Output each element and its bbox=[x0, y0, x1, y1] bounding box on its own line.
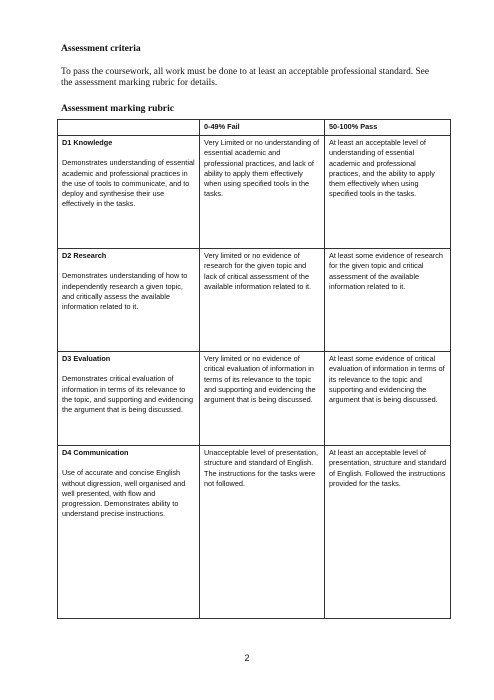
pass-cell: At least some evidence of critical evaluation of information in terms of its relevance to the topic and supporting and evidencing the argument that is being discussed. bbox=[325, 352, 451, 446]
criteria-description: Demonstrates critical evaluation of information in terms of its relevance to the topic, and supporting and evidencing the argument that is being discussed. bbox=[62, 374, 194, 415]
assessment-criteria-intro: To pass the coursework, all work must be done to at least an acceptable professional standard. See the assessment marking rubric for details. bbox=[61, 67, 429, 88]
criteria-title: D2 Research bbox=[62, 251, 107, 260]
criteria-description: Use of accurate and concise English without digression, well organised and well presented, with flow and progression. Demonstrates ability to understand precise instructions. bbox=[62, 468, 186, 519]
criteria-cell bbox=[58, 446, 200, 619]
criteria-title: D4 Communication bbox=[62, 448, 129, 457]
pass-cell: At least an acceptable level of presentation, structure and standard of English. Followed the instructions provided for the tasks. bbox=[325, 446, 451, 619]
criteria-description: Demonstrates understanding of essential academic and professional practices in the use of tools to communicate, and to deploy and synthesise their use effectively in the tasks. bbox=[62, 158, 195, 209]
rubric-row-evaluation bbox=[58, 352, 451, 446]
criteria-cell bbox=[58, 249, 200, 352]
fail-cell: Very limited or no evidence of critical evaluation of information in terms of its relevance to the topic and supporting and evidencing the argument that is being discussed. bbox=[200, 352, 325, 446]
fail-cell: Very limited or no evidence of research for the given topic and lack of critical assessment of the available information related to it. bbox=[200, 249, 325, 352]
criteria-cell bbox=[58, 136, 200, 249]
rubric-heading: Assessment marking rubric bbox=[61, 103, 174, 114]
assessment-criteria-heading: Assessment criteria bbox=[61, 43, 141, 54]
page-number: 2 bbox=[244, 653, 250, 663]
header-fail-cell: 0-49% Fail bbox=[200, 120, 325, 136]
rubric-row-communication bbox=[58, 446, 451, 619]
fail-cell: Unacceptable level of presentation, structure and standard of English. The instructions for the tasks were not followed. bbox=[200, 446, 325, 619]
pass-cell: At least some evidence of research for the given topic and critical assessment of the available information related to it. bbox=[325, 249, 451, 352]
rubric-table bbox=[57, 119, 451, 619]
header-pass-cell: 50-100% Pass bbox=[325, 120, 451, 136]
rubric-row-research bbox=[58, 249, 451, 352]
header-criteria-cell bbox=[58, 120, 200, 136]
criteria-cell bbox=[58, 352, 200, 446]
rubric-row-knowledge bbox=[58, 136, 451, 249]
rubric-header-row bbox=[58, 120, 451, 136]
pass-cell: At least an acceptable level of understanding of essential academic and professional practices, and the ability to apply them effectively when using specified tools in the tasks. bbox=[325, 136, 451, 249]
criteria-description: Demonstrates understanding of how to independently research a given topic, and critically assess the available information related to it. bbox=[62, 271, 188, 312]
fail-cell: Very Limited or no understanding of essential academic and professional practices, and lack of ability to apply them effectively when using specified tools in the tasks. bbox=[200, 136, 325, 249]
criteria-title: D1 Knowledge bbox=[62, 138, 113, 147]
criteria-title: D3 Evaluation bbox=[62, 354, 111, 363]
